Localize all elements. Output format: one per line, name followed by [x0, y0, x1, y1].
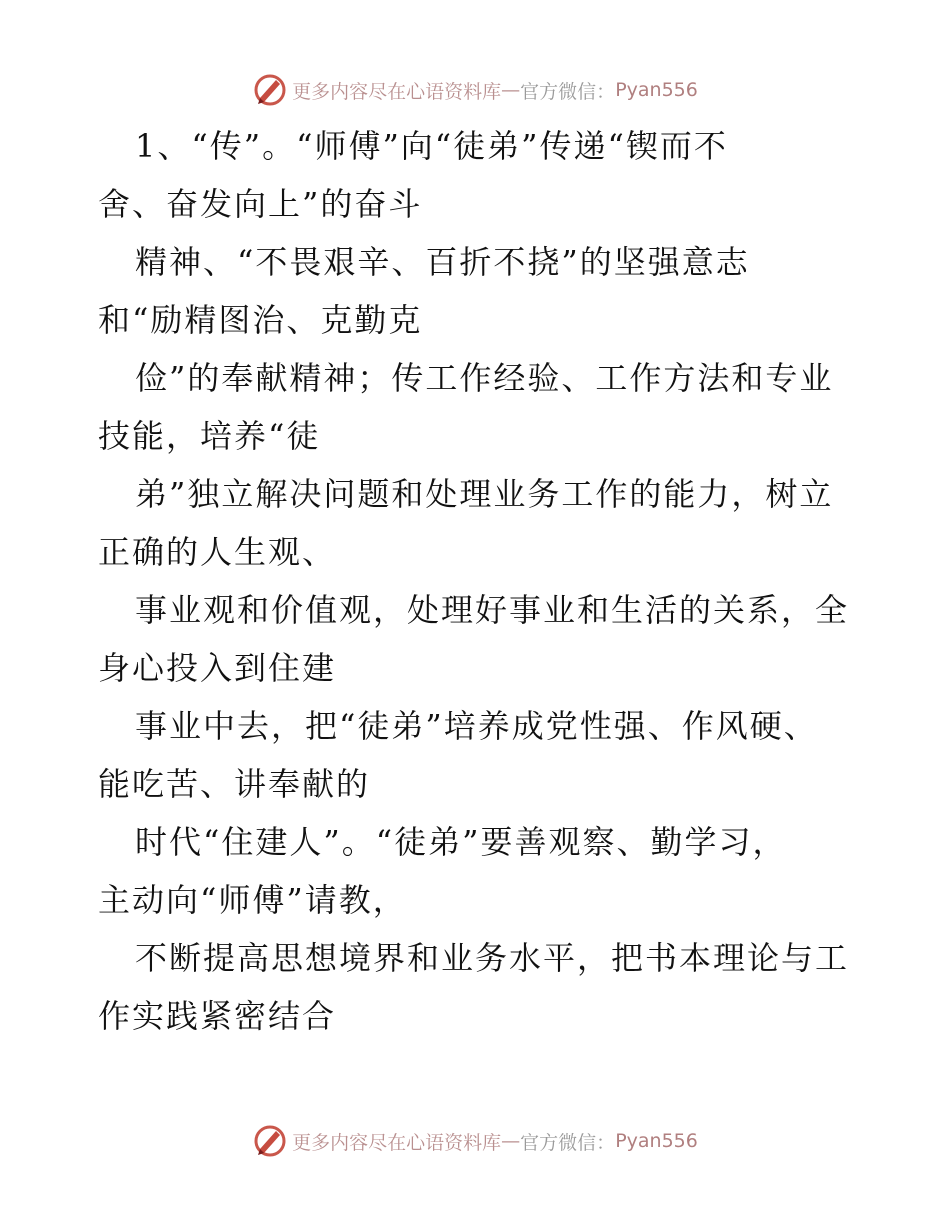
- text-line: 正确的人生观、: [98, 533, 337, 571]
- watermark-dash: —: [501, 79, 521, 101]
- text-line: 弟”独立解决问题和处理业务工作的能力，树立: [135, 475, 834, 513]
- watermark-header: [0, 70, 950, 110]
- text-line: 主动向“师傅”请教，: [98, 881, 407, 919]
- text-line: 能吃苦、讲奉献的: [98, 765, 371, 803]
- watermark-dash: —: [501, 1130, 521, 1152]
- watermark-footer: [0, 1121, 950, 1161]
- text-line: 舍、奋发向上”的奋斗: [98, 185, 423, 223]
- watermark-lead: 更多内容尽在心语资料库: [292, 80, 502, 103]
- text-line: 俭”的奉献精神；传工作经验、工作方法和专业: [135, 359, 834, 397]
- text-line: 不断提高思想境界和业务水平，把书本理论与工: [135, 939, 850, 977]
- text-line: 事业观和价值观，处理好事业和生活的关系，全: [135, 591, 850, 629]
- text-line: 精神、“不畏艰辛、百折不挠”的坚强意志: [135, 243, 750, 281]
- text-line: 作实践紧密结合: [98, 997, 337, 1035]
- text-line: 技能，培养“徒: [98, 417, 321, 455]
- watermark-label: 官方微信：: [520, 80, 616, 103]
- text-line: 时代“住建人”。“徒弟”要善观察、勤学习，: [135, 823, 787, 861]
- text-line: 和“励精图治、克勤克: [98, 301, 423, 339]
- watermark-lead: 更多内容尽在心语资料库: [292, 1131, 502, 1154]
- watermark-wechat-id: Pyan556: [615, 1130, 698, 1152]
- text-line: 事业中去，把“徒弟”培养成党性强、作风硬、: [135, 707, 818, 745]
- watermark-label: 官方微信：: [520, 1131, 616, 1154]
- text-line: 1、“传”。“师傅”向“徒弟”传递“锲而不: [135, 127, 728, 165]
- pen-logo-icon: [252, 72, 288, 108]
- watermark-wechat-id: Pyan556: [615, 79, 698, 101]
- text-line: 身心投入到住建: [98, 649, 337, 687]
- pen-logo-icon: [252, 1123, 288, 1159]
